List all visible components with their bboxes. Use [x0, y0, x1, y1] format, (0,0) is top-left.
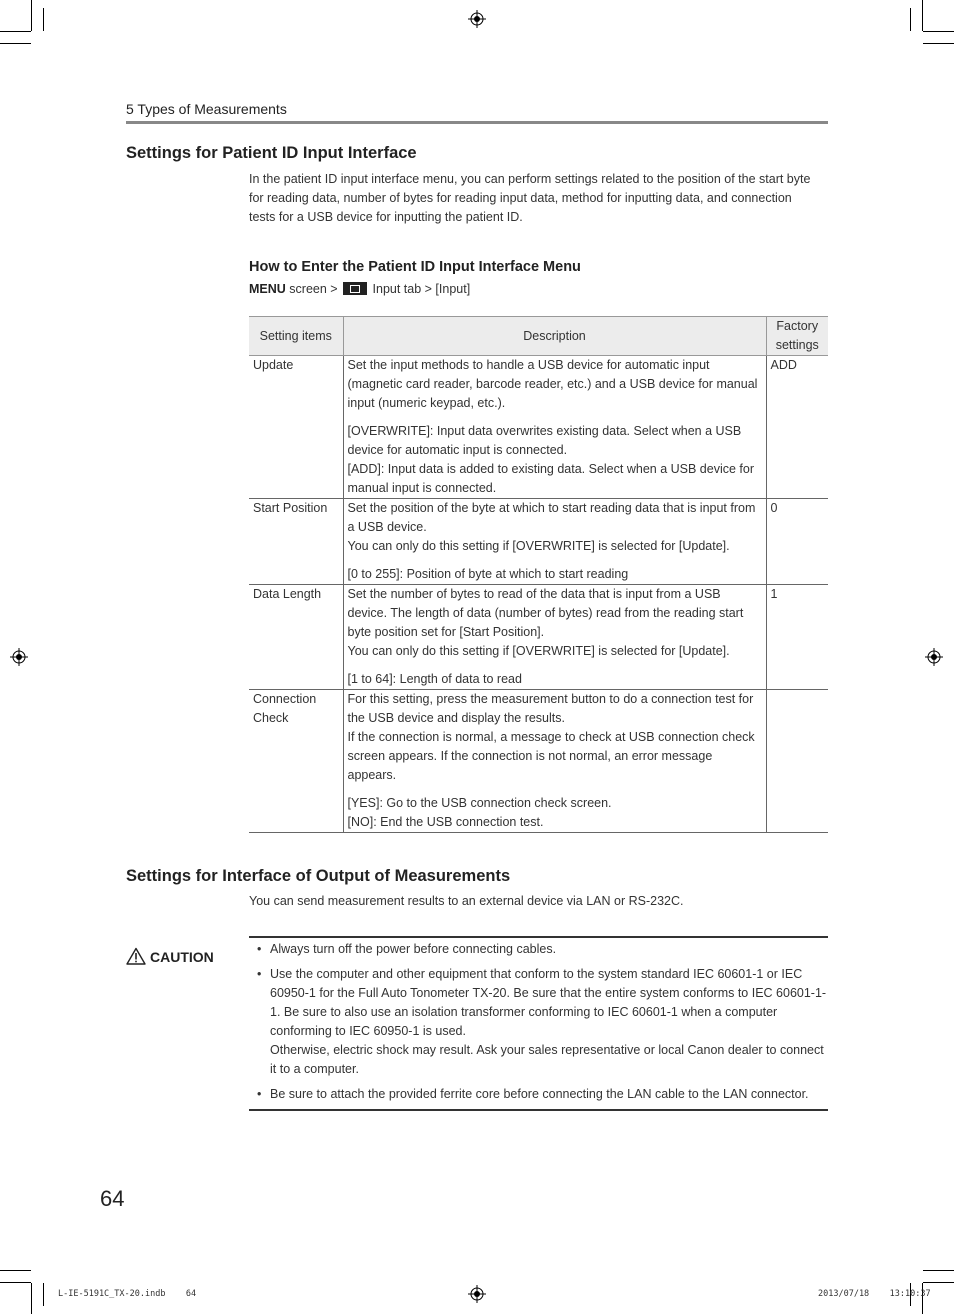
caution-item: • Be sure to attach the provided ferrite core before connecting the LAN cable to the LAN connector. [249, 1085, 828, 1104]
setting-description [343, 356, 766, 499]
factory-setting [766, 690, 828, 833]
description-paragraph: [1 to 64]: Length of data to read [347, 672, 522, 686]
description-paragraph: [YES]: Go to the USB connection check screen. [NO]: End the USB connection test. [347, 796, 612, 829]
subsection-title: How to Enter the Patient ID Input Interface Menu [249, 259, 581, 275]
crop-mark [910, 8, 911, 31]
section-title-patient-id: Settings for Patient ID Input Interface [126, 144, 417, 162]
crop-mark [0, 31, 31, 32]
setting-item: Update [249, 356, 343, 499]
page-number: 64 [100, 1186, 125, 1211]
crop-mark [0, 1270, 31, 1271]
description-paragraph: [OVERWRITE]: Input data overwrites existing data. Select when a USB device for automatic input is connected. [ADD]: Input data is added to existing data. Select when a USB device for manual input is connected. [347, 424, 754, 495]
caution-item: • Always turn off the power before connecting cables. [249, 940, 828, 959]
running-head: 5 Types of Measurements [126, 101, 287, 117]
section-intro-patient-id: In the patient ID input interface menu, you can perform settings related to the position of the start byte for reading data, number of bytes for reading input data, method for inputting data, and connection tests for a USB device for inputting the patient ID. [249, 172, 811, 224]
crop-mark [0, 43, 31, 44]
registration-mark-icon [925, 648, 943, 666]
crop-mark [923, 43, 954, 44]
factory-setting: 1 [766, 585, 828, 690]
table-row [249, 499, 828, 585]
section-title-output: Settings for Interface of Output of Measurements [126, 867, 511, 885]
menu-path-part: screen > [285, 282, 342, 296]
setting-item: Connection Check [249, 690, 343, 833]
crop-mark [0, 1282, 31, 1283]
crop-mark [922, 0, 923, 31]
settings-table [249, 316, 828, 833]
setting-description [343, 499, 766, 585]
description-paragraph: [0 to 255]: Position of byte at which to start reading [347, 567, 629, 581]
registration-mark-icon [468, 10, 486, 28]
crop-mark [923, 1282, 954, 1283]
caution-text: CAUTION [150, 949, 214, 965]
crop-mark [43, 1283, 44, 1306]
table-row [249, 356, 828, 499]
description-paragraph: For this setting, press the measurement button to do a connection test for the USB device and display the results. If the connection is normal, a message to check at USB connection check screen appears. If the connection is not normal, an error message appears. [347, 692, 755, 782]
crop-mark [31, 0, 32, 31]
factory-setting: ADD [766, 356, 828, 499]
description-paragraph: Set the input methods to handle a USB device for automatic input (magnetic card reader, barcode reader, etc.) and a USB device for manual input (numeric keypad, etc.). [347, 358, 758, 410]
menu-path-part: Input tab > [Input] [369, 282, 471, 296]
setting-description [343, 585, 766, 690]
table-header-row [249, 317, 828, 356]
setting-description [343, 690, 766, 833]
crop-mark [923, 31, 954, 32]
column-header: Factory settings [766, 317, 828, 356]
menu-path [249, 282, 470, 296]
registration-mark-icon [10, 648, 28, 666]
menu-keyword: MENU [249, 282, 286, 296]
slug-date: 2013/07/18 13:10:37 [818, 1289, 931, 1299]
slug-file: L-IE-5191C_TX-20.indb 64 [58, 1289, 197, 1299]
table-row [249, 585, 828, 690]
caution-item: • Use the computer and other equipment that conform to the system standard IEC 60601-1 or IEC 60950-1 for the Full Auto Tonometer TX-20. Be sure that the entire system conforms to IEC 60601-1-1. Be sure to also use an isolation transformer conforming to IEC 60601-1 when a computer conforming to IEC 60950-1 is used. Otherwise, electric shock may result. Ask your sales representative or local Canon dealer to connect it to a computer. [249, 965, 828, 1079]
header-rule [126, 121, 828, 124]
crop-mark [923, 1270, 954, 1271]
table-row [249, 690, 828, 833]
patient-id-tab-icon [343, 282, 367, 295]
caution-box [249, 936, 828, 1111]
registration-mark-icon [468, 1285, 486, 1303]
column-header: Setting items [249, 317, 343, 356]
warning-triangle-icon [126, 947, 146, 965]
factory-setting: 0 [766, 499, 828, 585]
section-intro-output: You can send measurement results to an external device via LAN or RS-232C. [249, 894, 684, 908]
column-header: Description [343, 317, 766, 356]
crop-mark [43, 8, 44, 31]
description-paragraph: Set the number of bytes to read of the data that is input from a USB device. The length of data (number of bytes) read from the reading start byte position set for [Start Position]. You can only do this setting if [OVERWRITE] is selected for [Update]. [347, 587, 744, 658]
crop-mark [31, 1283, 32, 1314]
setting-item: Data Length [249, 585, 343, 690]
setting-item: Start Position [249, 499, 343, 585]
description-paragraph: Set the position of the byte at which to start reading data that is input from a USB device. You can only do this setting if [OVERWRITE] is selected for [Update]. [347, 501, 756, 553]
caution-label [126, 947, 214, 965]
